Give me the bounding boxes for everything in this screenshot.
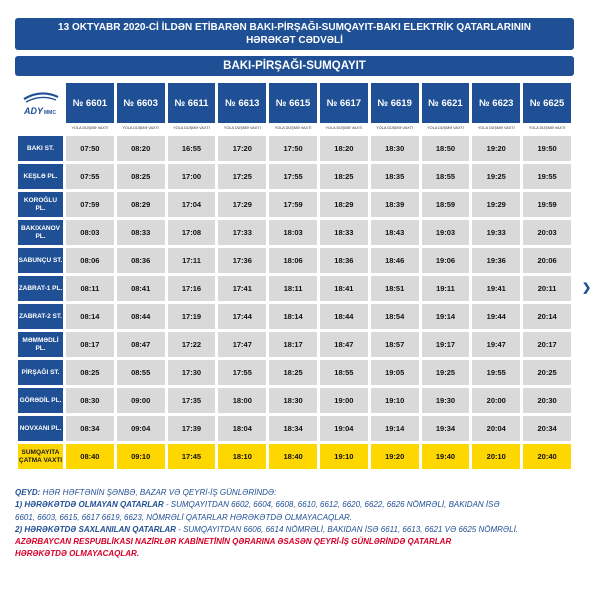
schedule-row [18, 388, 571, 413]
departure-time: 20:17 [523, 332, 571, 357]
departure-time: 17:30 [168, 360, 216, 385]
title-line-1: 13 OKTYABR 2020-Cİ İLDƏN ETİBARƏN BAKI-PİRŞAĞI-SUMQAYIT-BAKI ELEKTRİK QATARLARININ [58, 22, 531, 33]
note-2 [15, 524, 575, 536]
departure-time: 07:50 [66, 136, 114, 161]
departure-time: 17:41 [218, 276, 266, 301]
schedule-title [15, 18, 574, 50]
departure-time: 17:25 [218, 164, 266, 189]
departure-time: 19:10 [320, 444, 368, 469]
departure-time: 18:39 [371, 192, 419, 217]
departure-time: 19:06 [422, 248, 470, 273]
departure-time: 18:03 [269, 220, 317, 245]
note-1 [15, 499, 575, 511]
train-number-header: № 6603 [117, 83, 165, 123]
departure-time: 07:55 [66, 164, 114, 189]
departure-time: 17:29 [218, 192, 266, 217]
departure-time: 08:41 [117, 276, 165, 301]
departure-time: 08:25 [66, 360, 114, 385]
departure-time: 18:43 [371, 220, 419, 245]
departure-time: 18:57 [371, 332, 419, 357]
departure-time: 17:00 [168, 164, 216, 189]
departure-time: 08:14 [66, 304, 114, 329]
schedule-row [18, 220, 571, 245]
departure-time: 19:03 [422, 220, 470, 245]
departure-time: 19:41 [472, 276, 520, 301]
station-name: NOVXANI PL. [18, 416, 63, 441]
departure-time: 19:05 [371, 360, 419, 385]
subheader-empty [18, 123, 63, 133]
departure-time: 20:34 [523, 416, 571, 441]
departure-time: 08:33 [117, 220, 165, 245]
departure-time: 17:39 [168, 416, 216, 441]
departure-time: 18:04 [218, 416, 266, 441]
schedule-row [18, 192, 571, 217]
station-name: SABUNÇU ST. [18, 248, 63, 273]
departure-time: 19:20 [371, 444, 419, 469]
departure-time: 17:04 [168, 192, 216, 217]
departure-time: 08:11 [66, 276, 114, 301]
notes [15, 487, 575, 561]
departure-time: 19:44 [472, 304, 520, 329]
schedule-row [18, 164, 571, 189]
note-red-line2: HƏRƏKƏTDƏ OLMAYACAQLAR. [15, 549, 140, 559]
departure-time: 20:00 [472, 388, 520, 413]
departure-time: 18:46 [371, 248, 419, 273]
departure-time: 17:36 [218, 248, 266, 273]
departure-time: 08:34 [66, 416, 114, 441]
departure-time: 18:17 [269, 332, 317, 357]
departure-time: 08:06 [66, 248, 114, 273]
departure-time: 19:33 [472, 220, 520, 245]
departure-time: 18:25 [269, 360, 317, 385]
train-number-header: № 6613 [218, 83, 266, 123]
departure-time: 08:17 [66, 332, 114, 357]
departure-time: 09:00 [117, 388, 165, 413]
route-title: BAKI-PİRŞAĞI-SUMQAYIT [15, 56, 574, 76]
note-1-line2: 6601, 6603, 6615, 6617 6619, 6623, NÖMRƏLİ QATARLAR HƏRƏKƏTDƏ OLMAYACAQLAR. [15, 512, 353, 522]
note-qeyd-label: QEYD: [15, 488, 41, 497]
station-name: MƏMMƏDLİ PL. [18, 332, 63, 357]
note-red-line1: AZƏRBAYCAN RESPUBLİKASI NAZİRLƏR KABİNETİNİN QƏRARINA ƏSASƏN QEYRİ-İŞ GÜNLƏRİNDƏ QATARLAR [15, 537, 452, 547]
departure-time: 18:33 [320, 220, 368, 245]
departure-time-subheader: YOLA DÜŞMƏ VAXTI [325, 126, 363, 130]
departure-time: 19:40 [422, 444, 470, 469]
departure-time: 18:40 [269, 444, 317, 469]
departure-time: 18:25 [320, 164, 368, 189]
departure-time: 16:55 [168, 136, 216, 161]
departure-time: 18:35 [371, 164, 419, 189]
departure-time: 19:47 [472, 332, 520, 357]
departure-time: 19:00 [320, 388, 368, 413]
train-number-header: № 6623 [472, 83, 520, 123]
departure-time: 19:36 [472, 248, 520, 273]
departure-time: 18:20 [320, 136, 368, 161]
station-name: GÖRƏDİL PL. [18, 388, 63, 413]
departure-time: 18:14 [269, 304, 317, 329]
departure-time-subheader: YOLA DÜŞMƏ VAXTI [274, 126, 312, 130]
station-name: BAKI ST. [18, 136, 63, 161]
departure-time: 17:20 [218, 136, 266, 161]
schedule-row [18, 416, 571, 441]
note-qeyd [15, 487, 575, 499]
chevron-right-icon[interactable]: ❯ [582, 282, 591, 294]
departure-time: 09:04 [117, 416, 165, 441]
departure-time-subheader: YOLA DÜŞMƏ VAXTI [528, 126, 566, 130]
departure-time: 19:30 [422, 388, 470, 413]
departure-time: 17:59 [269, 192, 317, 217]
departure-time: 17:33 [218, 220, 266, 245]
departure-time: 18:51 [371, 276, 419, 301]
departure-time: 19:25 [422, 360, 470, 385]
departure-time: 18:30 [371, 136, 419, 161]
schedule-row [18, 248, 571, 273]
departure-time: 17:11 [168, 248, 216, 273]
departure-time: 18:00 [218, 388, 266, 413]
station-name: SUMQAYITA ÇATMA VAXTI [18, 444, 63, 469]
departure-time: 17:44 [218, 304, 266, 329]
train-number-header: № 6615 [269, 83, 317, 123]
station-name: KOROĞLU PL. [18, 192, 63, 217]
schedule-row [18, 136, 571, 161]
train-number-header: № 6625 [523, 83, 571, 123]
departure-time: 17:50 [269, 136, 317, 161]
schedule-row [18, 332, 571, 357]
note-2-text: - SUMQAYITDAN 6606, 6614 NÖMRƏLİ, BAKIDAN İSƏ 6611, 6613, 6621 VƏ 6625 NÖMRƏLİ. [175, 524, 519, 534]
departure-time: 19:59 [523, 192, 571, 217]
ady-logo-icon [19, 85, 63, 121]
departure-time: 20:11 [523, 276, 571, 301]
departure-time: 19:14 [422, 304, 470, 329]
departure-time: 20:03 [523, 220, 571, 245]
departure-time: 18:44 [320, 304, 368, 329]
departure-time: 19:11 [422, 276, 470, 301]
departure-time: 17:08 [168, 220, 216, 245]
ady-logo [18, 83, 63, 123]
departure-time: 18:30 [269, 388, 317, 413]
departure-time: 17:55 [269, 164, 317, 189]
departure-time: 08:55 [117, 360, 165, 385]
departure-time: 19:20 [472, 136, 520, 161]
departure-time: 18:41 [320, 276, 368, 301]
departure-time: 08:20 [117, 136, 165, 161]
departure-time-subheader: YOLA DÜŞMƏ VAXTI [173, 126, 210, 130]
departure-time: 18:36 [320, 248, 368, 273]
schedule-row [18, 276, 571, 301]
schedule-row [18, 360, 571, 385]
departure-time: 08:29 [117, 192, 165, 217]
departure-time: 18:55 [422, 164, 470, 189]
departure-time: 20:25 [523, 360, 571, 385]
departure-time: 08:25 [117, 164, 165, 189]
departure-time-subheader: YOLA DÜŞMƏ VAXTI [223, 126, 261, 130]
departure-time: 18:06 [269, 248, 317, 273]
departure-time: 19:17 [422, 332, 470, 357]
schedule-row [18, 444, 571, 469]
departure-time: 19:34 [422, 416, 470, 441]
departure-time: 18:10 [218, 444, 266, 469]
logo-text: ADY [23, 106, 43, 116]
train-number-header: № 6617 [320, 83, 368, 123]
note-1-label: 1) HƏRƏKƏTDƏ OLMAYAN QATARLAR [15, 500, 164, 510]
departure-time: 18:59 [422, 192, 470, 217]
logo-subtext: MMC [43, 110, 56, 116]
departure-time: 08:36 [117, 248, 165, 273]
note-2-label: 2) HƏRƏKƏTDƏ SAXLANILAN QATARLAR [15, 524, 176, 534]
departure-time: 18:54 [371, 304, 419, 329]
departure-time: 08:47 [117, 332, 165, 357]
train-number-header: № 6601 [66, 83, 114, 123]
station-name: ZABRAT-1 PL. [18, 276, 63, 301]
station-name: BAKIXANOV PL. [18, 220, 63, 245]
departure-time: 17:35 [168, 388, 216, 413]
departure-time: 19:29 [472, 192, 520, 217]
departure-time: 17:22 [168, 332, 216, 357]
departure-time: 19:04 [320, 416, 368, 441]
departure-time-subheader: YOLA DÜŞMƏ VAXTI [427, 126, 464, 130]
departure-time: 09:10 [117, 444, 165, 469]
departure-time: 18:47 [320, 332, 368, 357]
departure-time-subheader: YOLA DÜŞMƏ VAXTI [122, 126, 160, 130]
departure-time-subheader: YOLA DÜŞMƏ VAXTI [376, 126, 414, 130]
departure-time: 17:45 [168, 444, 216, 469]
departure-time: 08:03 [66, 220, 114, 245]
note-1-text: - SUMQAYITDAN 6602, 6604, 6608, 6610, 6612, 6620, 6622, 6626 NÖMRƏLİ, BAKIDAN İSƏ [163, 500, 500, 510]
departure-time: 20:10 [472, 444, 520, 469]
train-number-header: № 6619 [371, 83, 419, 123]
station-name: PİRŞAĞI ST. [18, 360, 63, 385]
departure-time: 18:55 [320, 360, 368, 385]
departure-time: 19:55 [523, 164, 571, 189]
departure-time: 20:40 [523, 444, 571, 469]
departure-time: 19:14 [371, 416, 419, 441]
train-number-header: № 6621 [422, 83, 470, 123]
departure-time: 18:50 [422, 136, 470, 161]
departure-time: 17:47 [218, 332, 266, 357]
title-line-2: HƏRƏKƏT CƏDVƏLİ [246, 35, 343, 46]
departure-time: 19:10 [371, 388, 419, 413]
departure-time: 20:04 [472, 416, 520, 441]
station-name: ZABRAT-2 ST. [18, 304, 63, 329]
departure-time: 18:29 [320, 192, 368, 217]
departure-time: 18:34 [269, 416, 317, 441]
schedule-row [18, 304, 571, 329]
departure-time: 17:16 [168, 276, 216, 301]
station-name: KEŞLƏ PL. [18, 164, 63, 189]
departure-time: 08:44 [117, 304, 165, 329]
departure-time: 18:11 [269, 276, 317, 301]
note-qeyd-text: HƏR HƏFTƏNİN ŞƏNBƏ, BAZAR VƏ QEYRİ-İŞ GÜNLƏRİNDƏ: [42, 488, 277, 497]
departure-time-subheader: YOLA DÜŞMƏ VAXTI [477, 126, 515, 130]
train-number-header: № 6611 [168, 83, 216, 123]
departure-time: 08:40 [66, 444, 114, 469]
departure-time: 19:50 [523, 136, 571, 161]
departure-time: 19:55 [472, 360, 520, 385]
departure-time: 07:59 [66, 192, 114, 217]
departure-time: 20:30 [523, 388, 571, 413]
departure-time: 17:55 [218, 360, 266, 385]
departure-time: 19:25 [472, 164, 520, 189]
departure-time: 08:30 [66, 388, 114, 413]
departure-time: 20:14 [523, 304, 571, 329]
timetable [15, 83, 574, 469]
departure-time: 17:19 [168, 304, 216, 329]
departure-time: 20:06 [523, 248, 571, 273]
departure-time-subheader: YOLA DÜŞMƏ VAXTI [71, 126, 109, 130]
